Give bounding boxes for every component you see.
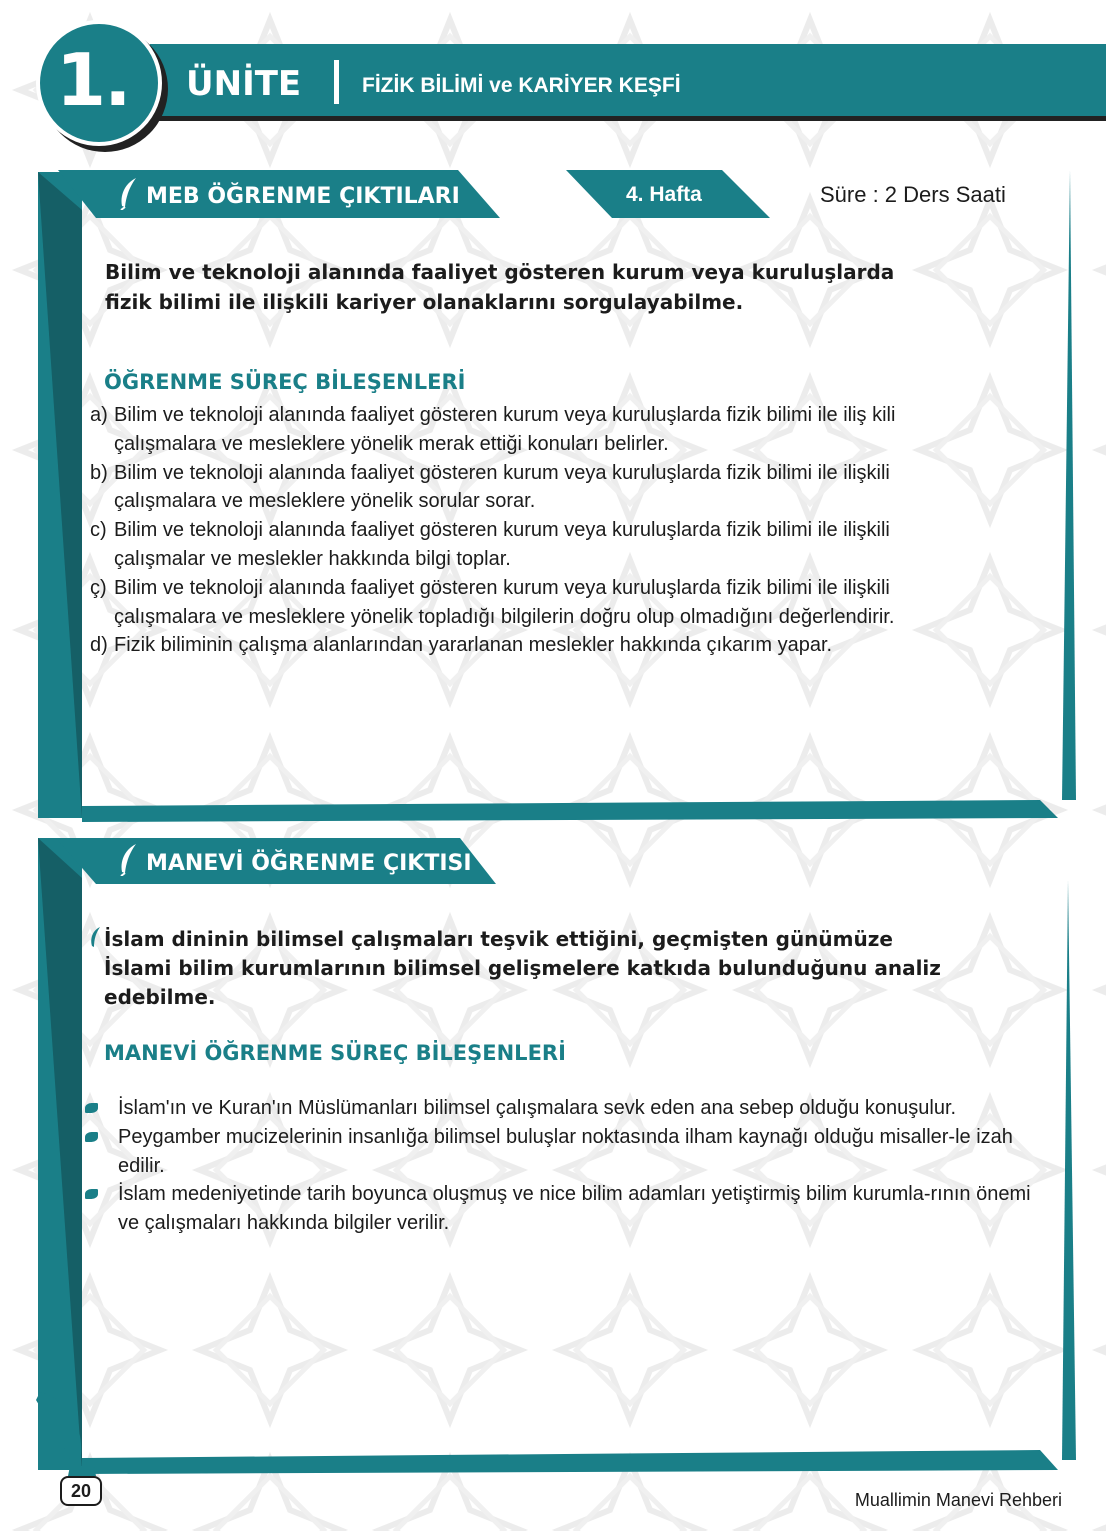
manevi-tab-label: MANEVİ ÖĞRENME ÇIKTISI — [146, 851, 472, 876]
list-item-text: Bilim ve teknoloji alanında faaliyet gösteren kurum veya kuruluşlarda fizik bilimi ile iliş kili çalışmalara ve mesleklere yönelik merak ettiği konuları belirler. — [114, 404, 896, 455]
unit-number: 1. — [56, 38, 130, 122]
meb-components-heading: ÖĞRENME SÜREÇ BİLEŞENLERİ — [104, 370, 466, 394]
list-item-text: Fizik biliminin çalışma alanlarından yararlanan meslekler hakkında çıkarım yapar. — [114, 634, 833, 657]
unit-title: FİZİK BİLİMİ ve KARİYER KEŞFİ — [362, 74, 681, 97]
list-item — [90, 631, 930, 660]
meb-tab-label: MEB ÖĞRENME ÇIKTILARI — [146, 184, 460, 209]
list-item — [84, 1180, 1034, 1238]
list-item-text: Bilim ve teknoloji alanında faaliyet gösteren kurum veya kuruluşlarda fizik bilimi ile ilişkili çalışmalara ve mesleklere yönelik topladığı bilgilerin doğru olup olmadığını değerlendirir. — [114, 576, 895, 628]
duration-label: Süre : 2 Ders Saati — [820, 182, 1006, 207]
manevi-panel-right-border — [1062, 880, 1076, 1460]
list-item-letter: c) — [90, 519, 107, 542]
manevi-panel-bottom-border — [82, 1450, 1058, 1474]
week-label: 4. Hafta — [626, 183, 702, 206]
list-item — [90, 574, 930, 632]
manevi-outcome — [104, 925, 1044, 1012]
unit-label: ÜNİTE — [186, 64, 302, 104]
page-number: 20 — [60, 1476, 102, 1506]
meb-outcome — [105, 257, 1005, 317]
bullet-leaf-icon — [84, 1180, 118, 1238]
list-item-text: İslam'ın ve Kuran'ın Müslümanları bilimsel çalışmalara sevk eden ana sebep olduğu konuşulur. — [118, 1097, 957, 1119]
meb-panel-bottom-border — [82, 800, 1058, 822]
feather-icon — [116, 842, 140, 876]
list-item — [90, 516, 930, 574]
list-item — [84, 1094, 1034, 1123]
list-item-text: İslam medeniyetinde tarih boyunca oluşmuş ve nice bilim adamları yetiştirmiş bilim kurumla-rının önemi ve çalışmaları hakkında bilgiler verilir. — [118, 1183, 1031, 1235]
meb-outcome-line1: Bilim ve teknoloji alanında faaliyet gösteren kurum veya kuruluşlarda — [105, 260, 895, 284]
list-item-text: Peygamber mucizelerinin insanlığa bilimsel buluşlar noktasında ilham kaynağı olduğu misaller-le izah edilir. — [118, 1125, 1013, 1177]
list-item-text: Bilim ve teknoloji alanında faaliyet gösteren kurum veya kuruluşlarda fizik bilimi ile ilişkili çalışmalar ve meslekler hakkında bilgi toplar. — [114, 519, 890, 570]
meb-outcome-line2: fizik bilimi ile ilişkili kariyer olanaklarını sorgulayabilme. — [105, 290, 744, 314]
manevi-components-list — [84, 1094, 1034, 1238]
list-item-letter: a) — [90, 404, 108, 426]
feather-icon — [116, 176, 140, 210]
meb-components-list — [90, 401, 930, 660]
manevi-outcome-line2: İslami bilim kurumlarının bilimsel gelişmelere katkıda bulunduğunu analiz — [104, 956, 941, 980]
list-item — [90, 401, 930, 459]
manevi-outcome-line1: İslam dininin bilimsel çalışmaları teşvik ettiğini, geçmişten günümüze — [104, 927, 893, 951]
list-item-letter: ç) — [90, 576, 107, 599]
list-item — [90, 459, 930, 517]
manevi-components-heading: MANEVİ ÖĞRENME SÜREÇ BİLEŞENLERİ — [104, 1041, 566, 1065]
list-item-text: Bilim ve teknoloji alanında faaliyet gösteren kurum veya kuruluşlarda fizik bilimi ile ilişkili çalışmalara ve mesleklere yönelik sorular sorar. — [114, 461, 890, 513]
small-feather-icon — [88, 926, 102, 948]
manevi-outcome-line3: edebilme. — [104, 985, 216, 1009]
list-item-letter: d) — [90, 634, 108, 657]
book-title: Muallimin Manevi Rehberi — [854, 1490, 1062, 1510]
bullet-leaf-icon — [84, 1094, 118, 1123]
meb-panel-right-border — [1062, 170, 1076, 800]
list-item-letter: b) — [90, 461, 108, 484]
list-item — [84, 1123, 1034, 1181]
bullet-leaf-icon — [84, 1123, 118, 1181]
